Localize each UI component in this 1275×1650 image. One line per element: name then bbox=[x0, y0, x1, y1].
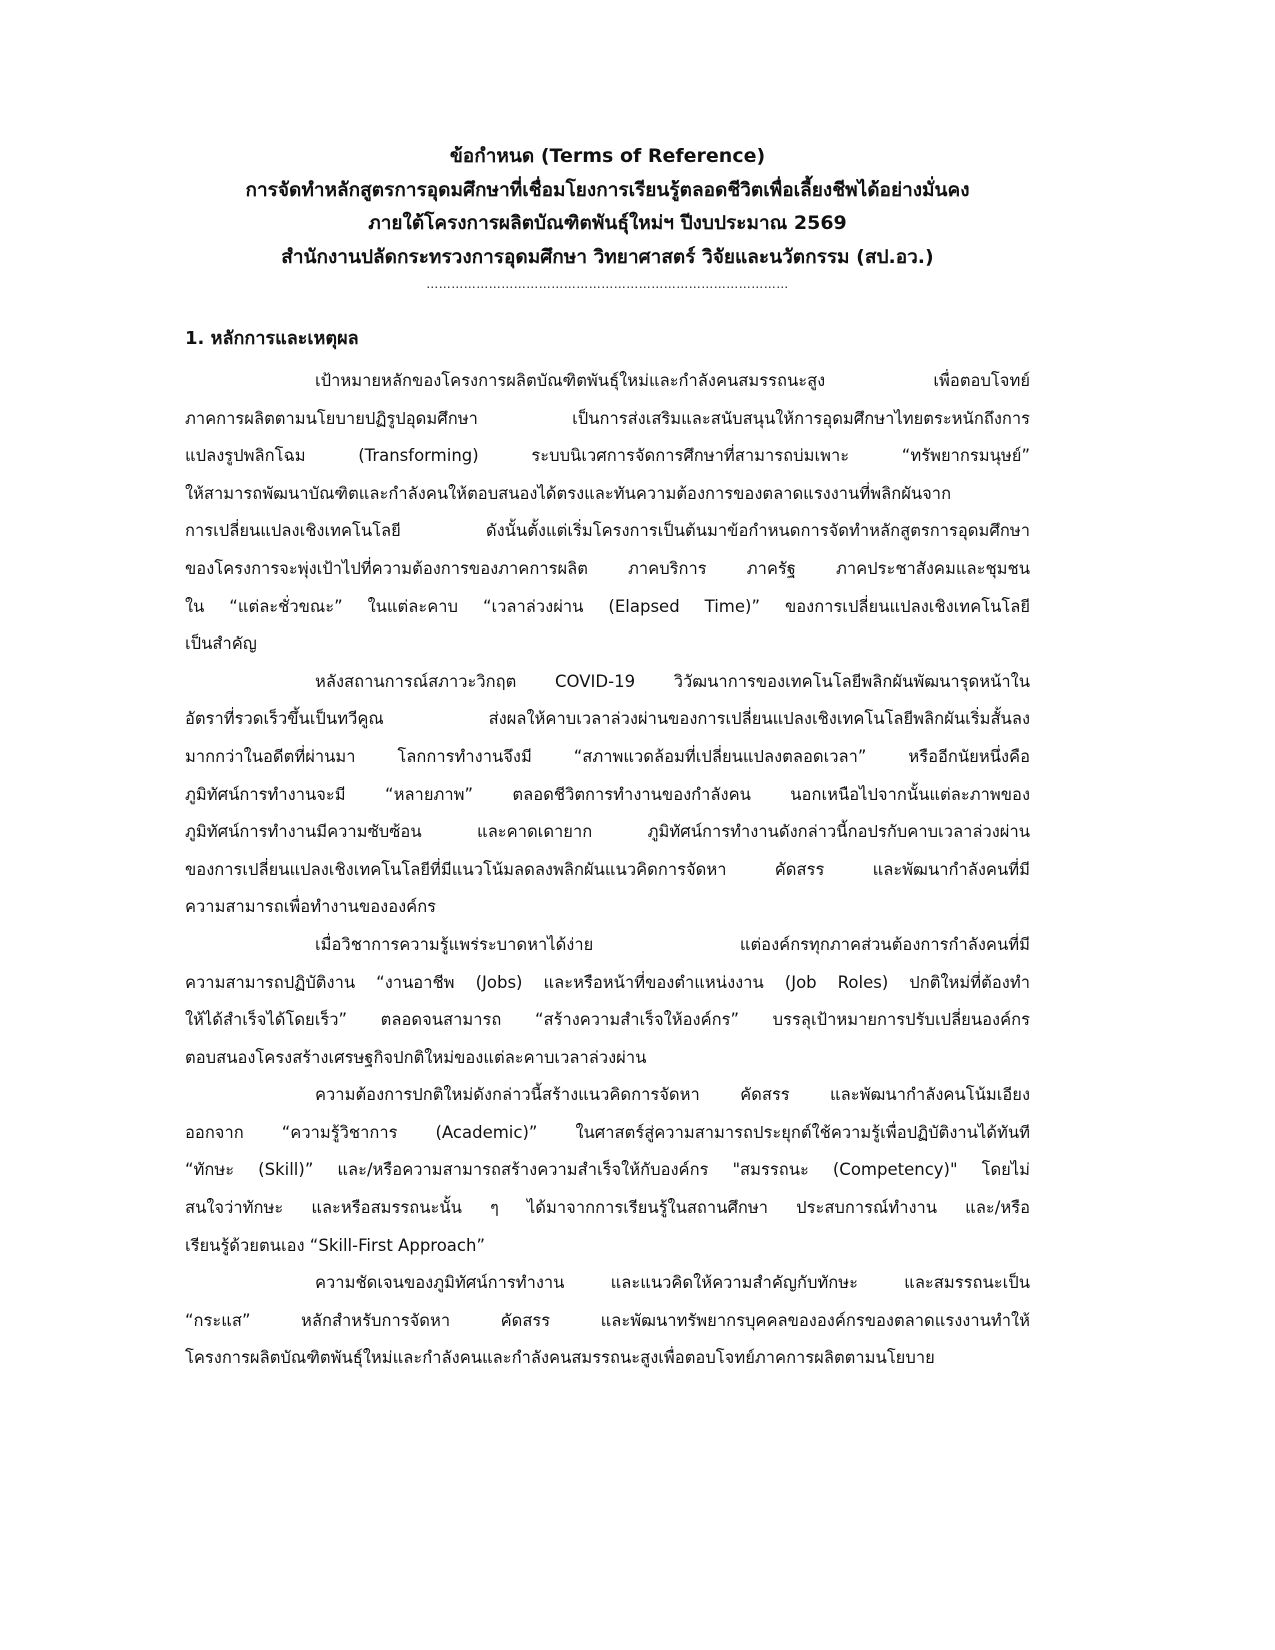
paragraph-line: ความชัดเจนของภูมิทัศน์การทำงาน และแนวคิดให้ความสำคัญกับทักษะ และสมรรถนะเป็น bbox=[315, 1273, 1030, 1293]
paragraph-line: ภูมิทัศน์การทำงานมีความซับซ้อน และคาดเดายาก ภูมิทัศน์การทำงานดังกล่าวนี้กอปรกับคาบเวลาล่วงผ่าน bbox=[185, 822, 1030, 842]
document-header bbox=[185, 140, 1030, 274]
paragraph-line: สนใจว่าทักษะ และหรือสมรรถนะนั้น ๆ ได้มาจากการเรียนรู้ในสถานศึกษา ประสบการณ์ทำงาน และ/หรือ bbox=[185, 1198, 1030, 1218]
paragraph-line: “กระแส” หลักสำหรับการจัดหา คัดสรร และพัฒนาทรัพยากรบุคคลขององค์กรของตลาดแรงงานทำให้ bbox=[185, 1310, 1030, 1330]
paragraph-line: แปลงรูปพลิกโฉม (Transforming) ระบบนิเวศการจัดการศึกษาที่สามารถบ่มเพาะ “ทรัพยากรมนุษย์” bbox=[185, 446, 1030, 466]
paragraph-line: ความสามารถปฏิบัติงาน “งานอาชีพ (Jobs) และหรือหน้าที่ของตำแหน่งงาน (Job Roles) ปกติใหม่ที่ต้องทำ bbox=[185, 972, 1030, 992]
paragraph-line: เป็นสำคัญ bbox=[185, 634, 257, 654]
paragraph-2 bbox=[185, 663, 1030, 926]
dotted-divider: …………………………………………………………………………… bbox=[426, 278, 789, 291]
paragraph-line: หลังสถานการณ์สภาวะวิกฤต COVID-19 วิวัฒนาการของเทคโนโลยีพลิกผันพัฒนารุดหน้าใน bbox=[315, 671, 1030, 691]
paragraph-line: ภาคการผลิตตามนโยบายปฏิรูปอุดมศึกษา เป็นการส่งเสริมและสนับสนุนให้การอุดมศึกษาไทยตระหนักถึงการ bbox=[185, 408, 1030, 428]
paragraph-line: ใน “แต่ละชั่วขณะ” ในแต่ละคาบ “เวลาล่วงผ่าน (Elapsed Time)” ของการเปลี่ยนแปลงเชิงเทคโนโลยี bbox=[185, 596, 1030, 616]
paragraph-3 bbox=[185, 926, 1030, 1076]
title-line-4: สำนักงานปลัดกระทรวงการอุดมศึกษา วิทยาศาสตร์ วิจัยและนวัตกรรม (สป.อว.) bbox=[281, 245, 934, 268]
paragraph-line: การเปลี่ยนแปลงเชิงเทคโนโลยี ดังนั้นตั้งแต่เริ่มโครงการเป็นต้นมาข้อกำหนดการจัดทำหลักสูตรการอุดมศึกษา bbox=[185, 521, 1030, 541]
paragraph-line: อัตราที่รวดเร็วขึ้นเป็นทวีคูณ ส่งผลให้คาบเวลาล่วงผ่านของการเปลี่ยนแปลงเชิงเทคโนโลยีพลิกผันเริ่มสั้นลง bbox=[185, 709, 1030, 729]
paragraph-line: ตอบสนองโครงสร้างเศรษฐกิจปกติใหม่ของแต่ละคาบเวลาล่วงผ่าน bbox=[185, 1047, 647, 1067]
section-heading: 1. หลักการและเหตุผล bbox=[185, 328, 359, 349]
title-line-3: ภายใต้โครงการผลิตบัณฑิตพันธุ์ใหม่ฯ ปีงบประมาณ 2569 bbox=[368, 212, 847, 234]
paragraph-line: ภูมิทัศน์การทำงานจะมี “หลายภาพ” ตลอดชีวิตการทำงานของกำลังคน นอกเหนือไปจากนั้นแต่ละภาพของ bbox=[185, 784, 1030, 804]
paragraph-line: เป้าหมายหลักของโครงการผลิตบัณฑิตพันธุ์ใหม่และกำลังคนสมรรถนะสูง เพื่อตอบโจทย์ bbox=[315, 371, 1030, 390]
paragraph-line: ออกจาก “ความรู้วิชาการ (Academic)” ในศาสตร์สู่ความสามารถประยุกต์ใช้ความรู้เพื่อปฏิบัติงานได้ทันที bbox=[185, 1122, 1030, 1142]
paragraph-line: ของการเปลี่ยนแปลงเชิงเทคโนโลยีที่มีแนวโน้มลดลงพลิกผันแนวคิดการจัดหา คัดสรร และพัฒนากำลังคนที่มี bbox=[185, 859, 1030, 879]
paragraph-line: เรียนรู้ด้วยตนเอง “Skill-First Approach” bbox=[185, 1235, 485, 1255]
paragraph-line: ของโครงการจะพุ่งเป้าไปที่ความต้องการของภาคการผลิต ภาคบริการ ภาครัฐ ภาคประชาสังคมและชุมชน bbox=[185, 558, 1030, 578]
paragraph-line: เมื่อวิชาการความรู้แพร่ระบาดหาได้ง่าย แต่องค์กรทุกภาคส่วนต้องการกำลังคนที่มี bbox=[315, 934, 1030, 954]
paragraph-1 bbox=[185, 362, 1030, 663]
paragraph-line: ให้ได้สำเร็จได้โดยเร็ว” ตลอดจนสามารถ “สร้างความสำเร็จให้องค์กร” บรรลุเป้าหมายการปรับเปลี่ยนองค์กร bbox=[185, 1010, 1030, 1030]
title-line-2: การจัดทำหลักสูตรการอุดมศึกษาที่เชื่อมโยงการเรียนรู้ตลอดชีวิตเพื่อเลี้ยงชีพได้อย่างมั่นคง bbox=[245, 178, 970, 201]
paragraph-line: ความสามารถเพื่อทำงานขององค์กร bbox=[185, 897, 437, 917]
paragraph-line: ให้สามารถพัฒนาบัณฑิตและกำลังคนให้ตอบสนองได้ตรงและทันความต้องการของตลาดแรงงานที่พลิกผันจาก bbox=[185, 483, 952, 503]
document-page bbox=[185, 140, 1030, 1377]
paragraph-5 bbox=[185, 1264, 1030, 1377]
paragraph-line: “ทักษะ (Skill)” และ/หรือความสามารถสร้างความสำเร็จให้กับองค์กร "สมรรถนะ (Competency)" โดยไม่ bbox=[185, 1160, 1030, 1180]
paragraph-line: มากกว่าในอดีตที่ผ่านมา โลกการทำงานจึงมี “สภาพแวดล้อมที่เปลี่ยนแปลงตลอดเวลา” หรืออีกนัยหนึ่งคือ bbox=[185, 746, 1030, 766]
paragraph-4 bbox=[185, 1076, 1030, 1264]
paragraph-line: โครงการผลิตบัณฑิตพันธุ์ใหม่และกำลังคนและกำลังคนสมรรถนะสูงเพื่อตอบโจทย์ภาคการผลิตตามนโยบาย bbox=[185, 1348, 935, 1368]
title-line-1: ข้อกำหนด (Terms of Reference) bbox=[449, 145, 766, 167]
paragraph-line: ความต้องการปกติใหม่ดังกล่าวนี้สร้างแนวคิดการจัดหา คัดสรร และพัฒนากำลังคนโน้มเอียง bbox=[315, 1085, 1030, 1105]
